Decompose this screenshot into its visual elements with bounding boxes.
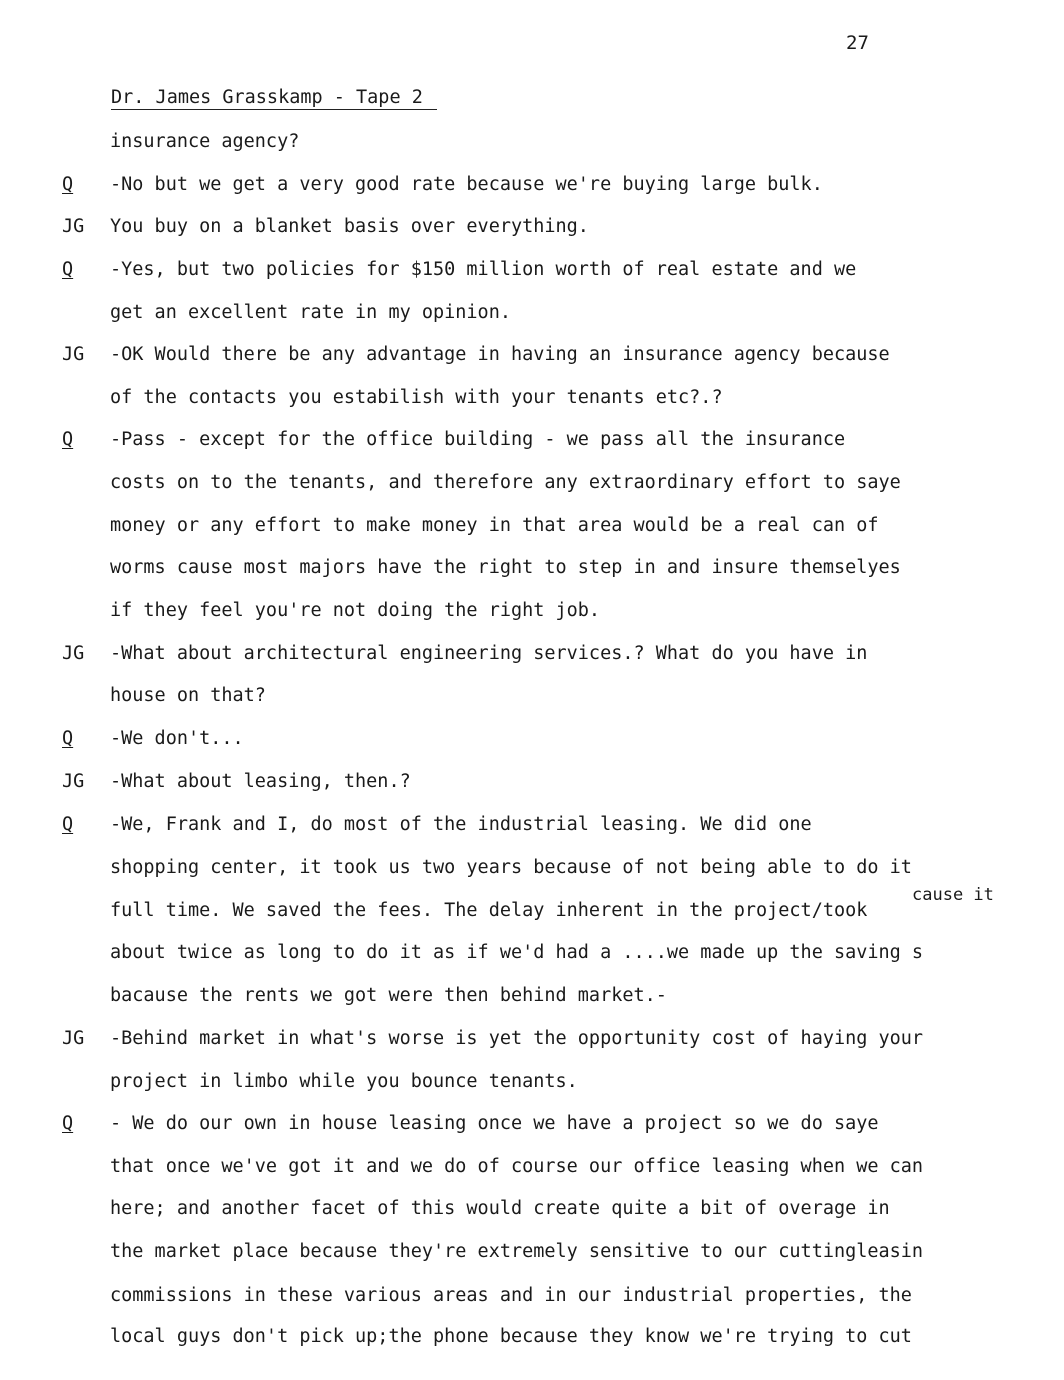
- line-text: the market place because they're extremely sensitive to our cuttingleasin: [110, 1241, 924, 1262]
- line-text: - We do our own in house leasing once we have a project so we do saye: [110, 1113, 879, 1134]
- speaker-label: JG: [62, 643, 85, 664]
- line-text: local guys don't pick up;the phone because they know we're trying to cut: [110, 1326, 912, 1347]
- line-text: full time. We saved the fees. The delay inherent in the project/took: [110, 900, 868, 921]
- line-text: costs on to the tenants, and therefore any extraordinary effort to saye: [110, 472, 901, 493]
- line-text: of the contacts you estabilish with your tenants etc?.?: [110, 387, 723, 408]
- speaker-label: JG: [62, 344, 85, 365]
- handwritten-insert: cause it: [912, 885, 994, 905]
- line-text: about twice as long to do it as if we'd had a ....we made up the saving s: [110, 942, 924, 963]
- line-text: -What about architectural engineering services.? What do you have in: [110, 643, 868, 664]
- line-text: house on that?: [110, 685, 266, 706]
- speaker-label: Q: [62, 174, 74, 195]
- speaker-label: Q: [62, 429, 74, 450]
- line-text: worms cause most majors have the right to step in and insure themselyes: [110, 557, 901, 578]
- line-text: commissions in these various areas and in our industrial properties, the: [110, 1285, 912, 1306]
- line-text: -No but we get a very good rate because we're buying large bulk.: [110, 174, 823, 195]
- page-header: Dr. James Grasskamp - Tape 2: [111, 87, 437, 110]
- speaker-label: JG: [62, 771, 85, 792]
- page-number: 27: [846, 32, 869, 54]
- line-text: that once we've got it and we do of course our office leasing when we can: [110, 1156, 924, 1177]
- line-text: insurance agency?: [110, 131, 300, 152]
- line-text: -Behind market in what's worse is yet the opportunity cost of haying your: [110, 1028, 924, 1049]
- speaker-label: Q: [62, 728, 74, 749]
- line-text: project in limbo while you bounce tenants.: [110, 1071, 578, 1092]
- speaker-label: JG: [62, 1028, 85, 1049]
- line-text: bacause the rents we got were then behind market.-: [110, 985, 667, 1006]
- line-text: here; and another facet of this would create quite a bit of overage in: [110, 1198, 890, 1219]
- speaker-label: Q: [62, 1113, 74, 1134]
- line-text: get an excellent rate in my opinion.: [110, 302, 511, 323]
- line-text: -Pass - except for the office building - we pass all the insurance: [110, 429, 846, 450]
- line-text: -We, Frank and I, do most of the industrial leasing. We did one: [110, 814, 812, 835]
- line-text: shopping center, it took us two years because of not being able to do it: [110, 857, 912, 878]
- speaker-label: Q: [62, 259, 74, 280]
- line-text: -We don't...: [110, 728, 244, 749]
- speaker-label: Q: [62, 814, 74, 835]
- speaker-label: JG: [62, 216, 85, 237]
- line-text: money or any effort to make money in that area would be a real can of: [110, 515, 879, 536]
- line-text: You buy on a blanket basis over everything.: [110, 216, 589, 237]
- line-text: -Yes, but two policies for $150 million worth of real estate and we: [110, 259, 857, 280]
- line-text: -OK Would there be any advantage in having an insurance agency because: [110, 344, 890, 365]
- line-text: -What about leasing, then.?: [110, 771, 411, 792]
- line-text: if they feel you're not doing the right job.: [110, 600, 601, 621]
